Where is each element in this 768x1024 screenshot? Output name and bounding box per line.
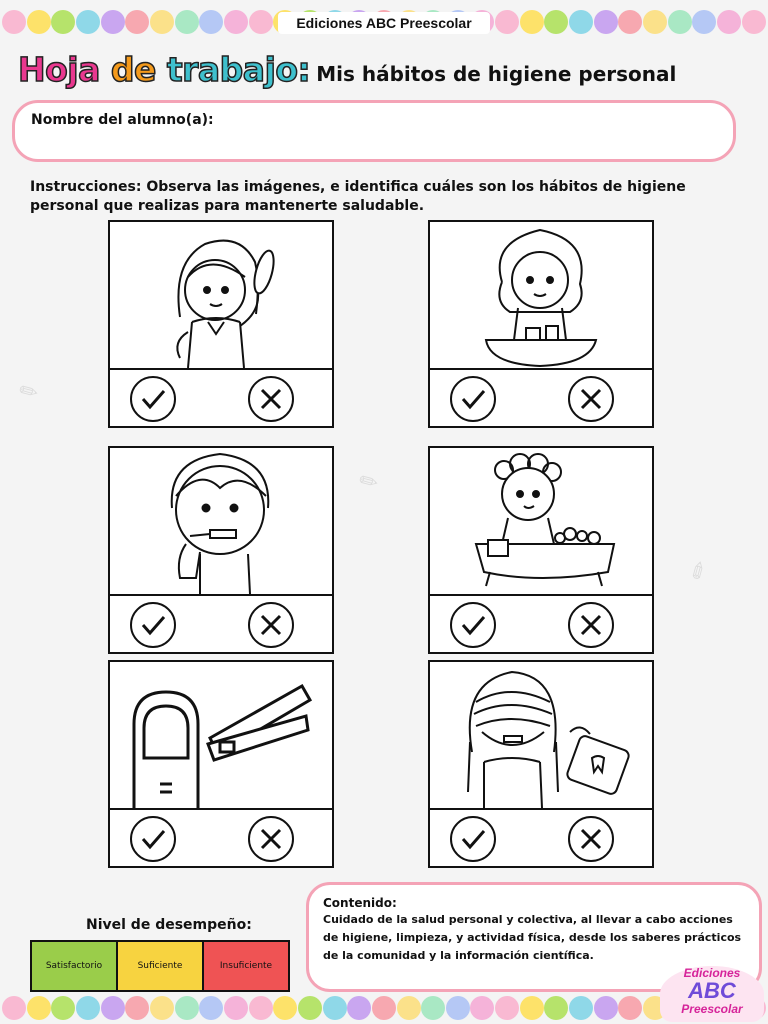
no-answer-circle[interactable] — [248, 602, 294, 648]
check-icon — [138, 610, 168, 640]
publisher-label: Ediciones ABC Preescolar — [278, 12, 490, 34]
habit-card-brushing-teeth — [108, 446, 334, 654]
border-dot — [175, 10, 199, 34]
title-word: trabajo: — [166, 50, 311, 89]
border-dot — [175, 996, 199, 1020]
habit-card-cutting-nails — [108, 660, 334, 868]
background-doodle: ✎ — [14, 377, 44, 408]
logo-line: Ediciones — [683, 966, 741, 980]
level-satisfactory[interactable]: Satisfactorio — [32, 942, 118, 990]
title-word: Hoja — [18, 50, 111, 89]
performance-level-scale — [30, 940, 290, 992]
border-dot — [742, 10, 766, 34]
border-dot — [51, 10, 75, 34]
no-answer-circle[interactable] — [568, 602, 614, 648]
border-dot — [470, 996, 494, 1020]
border-dot — [150, 996, 174, 1020]
x-icon — [256, 824, 286, 854]
background-doodle: ✐ — [684, 557, 714, 588]
border-dot — [421, 996, 445, 1020]
border-dot — [101, 10, 125, 34]
girl-flossing-teeth-illustration — [430, 662, 652, 808]
border-dot — [199, 996, 223, 1020]
border-dot — [397, 996, 421, 1020]
publisher-logo — [660, 966, 764, 1022]
finger-nail-clipper-illustration — [110, 662, 332, 808]
border-dot — [224, 10, 248, 34]
border-dot — [249, 10, 273, 34]
border-dot — [101, 996, 125, 1020]
border-dot — [544, 10, 568, 34]
no-answer-circle[interactable] — [248, 376, 294, 422]
check-icon — [138, 824, 168, 854]
border-dot — [76, 10, 100, 34]
content-text: Cuidado de la salud personal y colectiva, al llevar a cabo acciones de higiene, limpieza, y actividad física, desde los saberes prácticos de la comunidad y la información científica. — [323, 913, 742, 962]
yes-answer-circle[interactable] — [130, 602, 176, 648]
title-main — [18, 50, 310, 89]
border-dot — [668, 10, 692, 34]
habit-card-bathing — [428, 446, 654, 654]
no-answer-circle[interactable] — [568, 816, 614, 862]
level-insufficient[interactable]: Insuficiente — [204, 942, 288, 990]
check-icon — [458, 824, 488, 854]
border-dot — [224, 996, 248, 1020]
border-dot — [2, 10, 26, 34]
yes-answer-circle[interactable] — [450, 376, 496, 422]
no-answer-circle[interactable] — [248, 816, 294, 862]
border-dot — [347, 996, 371, 1020]
x-icon — [576, 824, 606, 854]
border-dot — [692, 10, 716, 34]
no-answer-circle[interactable] — [568, 376, 614, 422]
border-dot — [273, 996, 297, 1020]
student-name-field[interactable] — [12, 100, 736, 162]
border-dot — [298, 996, 322, 1020]
border-dot — [520, 10, 544, 34]
logo-line: ABC — [688, 978, 736, 1003]
boy-bathing-illustration — [430, 448, 652, 594]
border-dot — [76, 996, 100, 1020]
check-icon — [138, 384, 168, 414]
border-dot — [150, 10, 174, 34]
border-dot — [372, 996, 396, 1020]
border-dot — [643, 10, 667, 34]
x-icon — [576, 384, 606, 414]
border-dot — [495, 10, 519, 34]
border-dot — [2, 996, 26, 1020]
bottom-dot-border — [0, 996, 768, 1022]
border-dot — [717, 10, 741, 34]
girl-washing-hands-illustration — [430, 222, 652, 368]
yes-answer-circle[interactable] — [450, 816, 496, 862]
border-dot — [27, 10, 51, 34]
border-dot — [249, 996, 273, 1020]
border-dot — [495, 996, 519, 1020]
logo-line: Preescolar — [681, 1002, 743, 1016]
x-icon — [256, 610, 286, 640]
border-dot — [125, 10, 149, 34]
performance-level-title: Nivel de desempeño: — [86, 917, 252, 933]
border-dot — [594, 10, 618, 34]
border-dot — [569, 10, 593, 34]
title-subtitle: Mis hábitos de higiene personal — [316, 62, 677, 86]
x-icon — [256, 384, 286, 414]
check-icon — [458, 610, 488, 640]
border-dot — [544, 996, 568, 1020]
border-dot — [51, 996, 75, 1020]
x-icon — [576, 610, 606, 640]
border-dot — [125, 996, 149, 1020]
border-dot — [199, 10, 223, 34]
border-dot — [594, 996, 618, 1020]
yes-answer-circle[interactable] — [130, 376, 176, 422]
border-dot — [618, 10, 642, 34]
border-dot — [618, 996, 642, 1020]
yes-answer-circle[interactable] — [130, 816, 176, 862]
yes-answer-circle[interactable] — [450, 602, 496, 648]
border-dot — [569, 996, 593, 1020]
worksheet-title — [18, 50, 758, 90]
habit-card-brushing-hair — [108, 220, 334, 428]
background-doodle: ✎ — [354, 467, 384, 498]
content-title: Contenido: — [323, 896, 397, 910]
border-dot — [323, 996, 347, 1020]
girl-brushing-hair-illustration — [110, 222, 332, 368]
instructions-text: Instrucciones: Observa las imágenes, e identifica cuáles son los hábitos de higiene personal que realizas para mantenerte saludable. — [30, 179, 686, 214]
border-dot — [520, 996, 544, 1020]
boy-brushing-teeth-illustration — [110, 448, 332, 594]
level-sufficient[interactable]: Suficiente — [118, 942, 204, 990]
title-word: de — [110, 50, 167, 89]
habit-card-flossing — [428, 660, 654, 868]
habit-card-washing-hands — [428, 220, 654, 428]
border-dot — [27, 996, 51, 1020]
check-icon — [458, 384, 488, 414]
border-dot — [446, 996, 470, 1020]
student-name-label: Nombre del alumno(a): — [31, 112, 214, 128]
